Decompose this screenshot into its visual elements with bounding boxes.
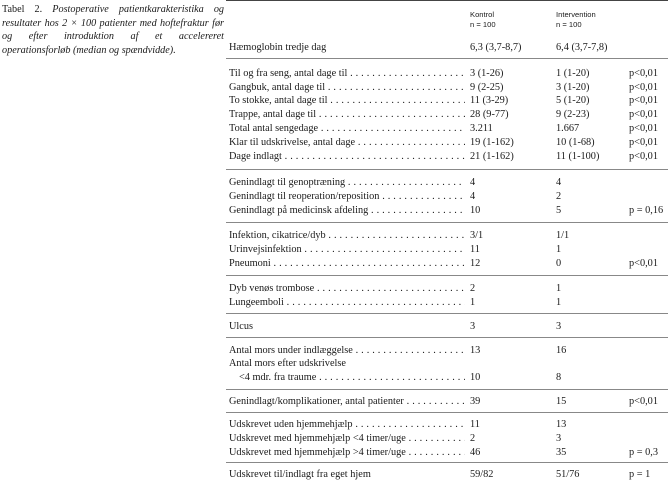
group-separator bbox=[226, 222, 668, 223]
intervention-value: 1 bbox=[556, 297, 562, 308]
caption-text: Postoperative patientkarakteristika og resultater hos 2 × 100 patienter med hoftefraktur før og efter introduktion af et accelereret operationsforløb (median og spændvidde). bbox=[2, 4, 225, 56]
intervention-value: 10 (1-68) bbox=[556, 137, 595, 148]
group-separator bbox=[226, 313, 668, 314]
group-separator bbox=[226, 275, 668, 276]
table-row bbox=[229, 418, 668, 431]
intervention-value: 3 bbox=[556, 433, 562, 444]
kontrol-value: 21 (1-162) bbox=[470, 151, 514, 162]
p-value: p<0,01 bbox=[629, 82, 658, 93]
table-row bbox=[229, 257, 668, 270]
kontrol-value: 11 bbox=[470, 244, 480, 255]
kontrol-value: 3.211 bbox=[470, 123, 493, 134]
table-row bbox=[229, 190, 668, 203]
row-label: Udskrevet uden hjemmehjælp . . . bbox=[229, 418, 465, 431]
kontrol-value: 13 bbox=[470, 345, 481, 356]
column-header-intervention bbox=[556, 10, 596, 29]
row-label: Urinvejsinfektion . . . bbox=[229, 243, 465, 256]
row-label: Trappe, antal dage til . . . bbox=[229, 108, 465, 121]
table-row bbox=[229, 432, 668, 445]
row-label: Dyb venøs trombose . . . bbox=[229, 282, 465, 295]
row-label: Pneumoni . . . bbox=[229, 257, 465, 270]
table-row bbox=[229, 371, 668, 384]
kontrol-value: 11 bbox=[470, 419, 480, 430]
caption-label: Tabel 2. bbox=[2, 4, 43, 15]
row-label: Udskrevet med hjemmehjælp <4 timer/uge . . . bbox=[229, 432, 465, 445]
intervention-value: 1 (1-20) bbox=[556, 68, 590, 79]
intervention-value: 1/1 bbox=[556, 230, 570, 241]
table-row bbox=[229, 67, 668, 80]
row-label: Infektion, cikatrice/dyb . . . bbox=[229, 229, 465, 242]
row-label: Lungeemboli . . . bbox=[229, 296, 465, 309]
table-row bbox=[229, 296, 668, 309]
intervention-n: n = 100 bbox=[556, 19, 582, 29]
kontrol-value: 3/1 bbox=[470, 230, 484, 241]
table-row bbox=[229, 122, 668, 135]
row-label: To stokke, antal dage til . . . bbox=[229, 94, 465, 107]
row-label: Antal mors efter udskrivelse bbox=[229, 358, 346, 369]
kontrol-label: Kontrol bbox=[470, 10, 495, 19]
kontrol-value: 10 bbox=[470, 372, 481, 383]
kontrol-value: 1 bbox=[470, 297, 476, 308]
table-row bbox=[229, 357, 668, 370]
intervention-value: 5 bbox=[556, 205, 562, 216]
table-row bbox=[229, 243, 668, 256]
kontrol-value: 3 (1-26) bbox=[470, 68, 504, 79]
kontrol-value: 12 bbox=[470, 258, 481, 269]
row-label: Genindlagt/komplikationer, antal patienter . . . bbox=[229, 395, 465, 408]
row-label: <4 mdr. fra traume . . . bbox=[239, 371, 465, 384]
table-row bbox=[229, 41, 668, 54]
kontrol-value: 2 bbox=[470, 433, 476, 444]
kontrol-value: 10 bbox=[470, 205, 481, 216]
intervention-value: 1 bbox=[556, 244, 562, 255]
intervention-value: 5 (1-20) bbox=[556, 95, 590, 106]
row-label: Genindlagt til genoptræning . . . bbox=[229, 176, 465, 189]
row-label: Dage indlagt . . . bbox=[229, 150, 465, 163]
row-label: Genindlagt til reoperation/reposition . . . bbox=[229, 190, 465, 203]
row-label: Antal mors under indlæggelse . . . bbox=[229, 344, 465, 357]
row-label: Genindlagt på medicinsk afdeling . . . bbox=[229, 204, 465, 217]
row-label: Til og fra seng, antal dage til . . . bbox=[229, 67, 465, 80]
table-row bbox=[229, 150, 668, 163]
table-row bbox=[229, 94, 668, 107]
row-label: Udskrevet med hjemmehjælp >4 timer/uge . . . bbox=[229, 446, 465, 459]
p-value: p = 1 bbox=[629, 469, 651, 480]
table-row bbox=[229, 81, 668, 94]
intervention-value: 16 bbox=[556, 345, 567, 356]
kontrol-value: 28 (9-77) bbox=[470, 109, 509, 120]
kontrol-value: 6,3 (3,7-8,7) bbox=[470, 42, 522, 53]
kontrol-value: 39 bbox=[470, 396, 481, 407]
table-row bbox=[229, 446, 668, 459]
p-value: p = 0,16 bbox=[629, 205, 664, 216]
table-row bbox=[229, 282, 668, 295]
table-row bbox=[229, 176, 668, 189]
table-row bbox=[229, 468, 668, 481]
row-label: Udskrevet til/indlagt fra eget hjem bbox=[229, 469, 371, 480]
kontrol-value: 11 (3-29) bbox=[470, 95, 509, 106]
kontrol-value: 4 bbox=[470, 177, 476, 188]
p-value: p<0,01 bbox=[629, 123, 658, 134]
intervention-value: 3 (1-20) bbox=[556, 82, 590, 93]
kontrol-value: 46 bbox=[470, 447, 481, 458]
p-value: p<0,01 bbox=[629, 258, 658, 269]
table-top-rule bbox=[226, 0, 668, 1]
p-value: p<0,01 bbox=[629, 151, 658, 162]
kontrol-value: 19 (1-162) bbox=[470, 137, 514, 148]
intervention-label: Intervention bbox=[556, 10, 596, 19]
intervention-value: 1.667 bbox=[556, 123, 580, 134]
group-separator bbox=[226, 462, 668, 463]
p-value: p<0,01 bbox=[629, 109, 658, 120]
intervention-value: 2 bbox=[556, 191, 562, 202]
kontrol-value: 3 bbox=[470, 321, 476, 332]
intervention-value: 0 bbox=[556, 258, 562, 269]
table-row bbox=[229, 320, 668, 333]
p-value: p<0,01 bbox=[629, 396, 658, 407]
kontrol-value: 9 (2-25) bbox=[470, 82, 504, 93]
intervention-value: 15 bbox=[556, 396, 567, 407]
row-label: Gangbuk, antal dage til . . . bbox=[229, 81, 465, 94]
intervention-value: 35 bbox=[556, 447, 567, 458]
intervention-value: 13 bbox=[556, 419, 567, 430]
table-row bbox=[229, 136, 668, 149]
kontrol-value: 59/82 bbox=[470, 469, 494, 480]
row-label: Klar til udskrivelse, antal dage . . . bbox=[229, 136, 465, 149]
table-caption bbox=[2, 3, 224, 57]
group-separator bbox=[226, 58, 668, 59]
data-table bbox=[226, 0, 668, 488]
row-label: Ulcus bbox=[229, 321, 254, 332]
group-separator bbox=[226, 412, 668, 413]
intervention-value: 1 bbox=[556, 283, 562, 294]
p-value: p<0,01 bbox=[629, 95, 658, 106]
p-value: p<0,01 bbox=[629, 68, 658, 79]
p-value: p = 0,3 bbox=[629, 447, 658, 458]
table-row bbox=[229, 395, 668, 408]
table-row bbox=[229, 229, 668, 242]
kontrol-value: 4 bbox=[470, 191, 476, 202]
intervention-value: 3 bbox=[556, 321, 562, 332]
row-label: Hæmoglobin tredje dag bbox=[229, 42, 327, 53]
intervention-value: 8 bbox=[556, 372, 562, 383]
column-header-kontrol bbox=[470, 10, 496, 29]
kontrol-value: 2 bbox=[470, 283, 476, 294]
p-value: p<0,01 bbox=[629, 137, 658, 148]
table-row bbox=[229, 108, 668, 121]
table-row bbox=[229, 204, 668, 217]
table-row bbox=[229, 344, 668, 357]
group-separator bbox=[226, 169, 668, 170]
intervention-value: 4 bbox=[556, 177, 562, 188]
row-label: Total antal sengedage . . . bbox=[229, 122, 465, 135]
group-separator bbox=[226, 337, 668, 338]
group-separator bbox=[226, 389, 668, 390]
kontrol-n: n = 100 bbox=[470, 19, 496, 29]
intervention-value: 51/76 bbox=[556, 469, 580, 480]
intervention-value: 9 (2-23) bbox=[556, 109, 590, 120]
intervention-value: 6,4 (3,7-7,8) bbox=[556, 42, 608, 53]
intervention-value: 11 (1-100) bbox=[556, 151, 600, 162]
